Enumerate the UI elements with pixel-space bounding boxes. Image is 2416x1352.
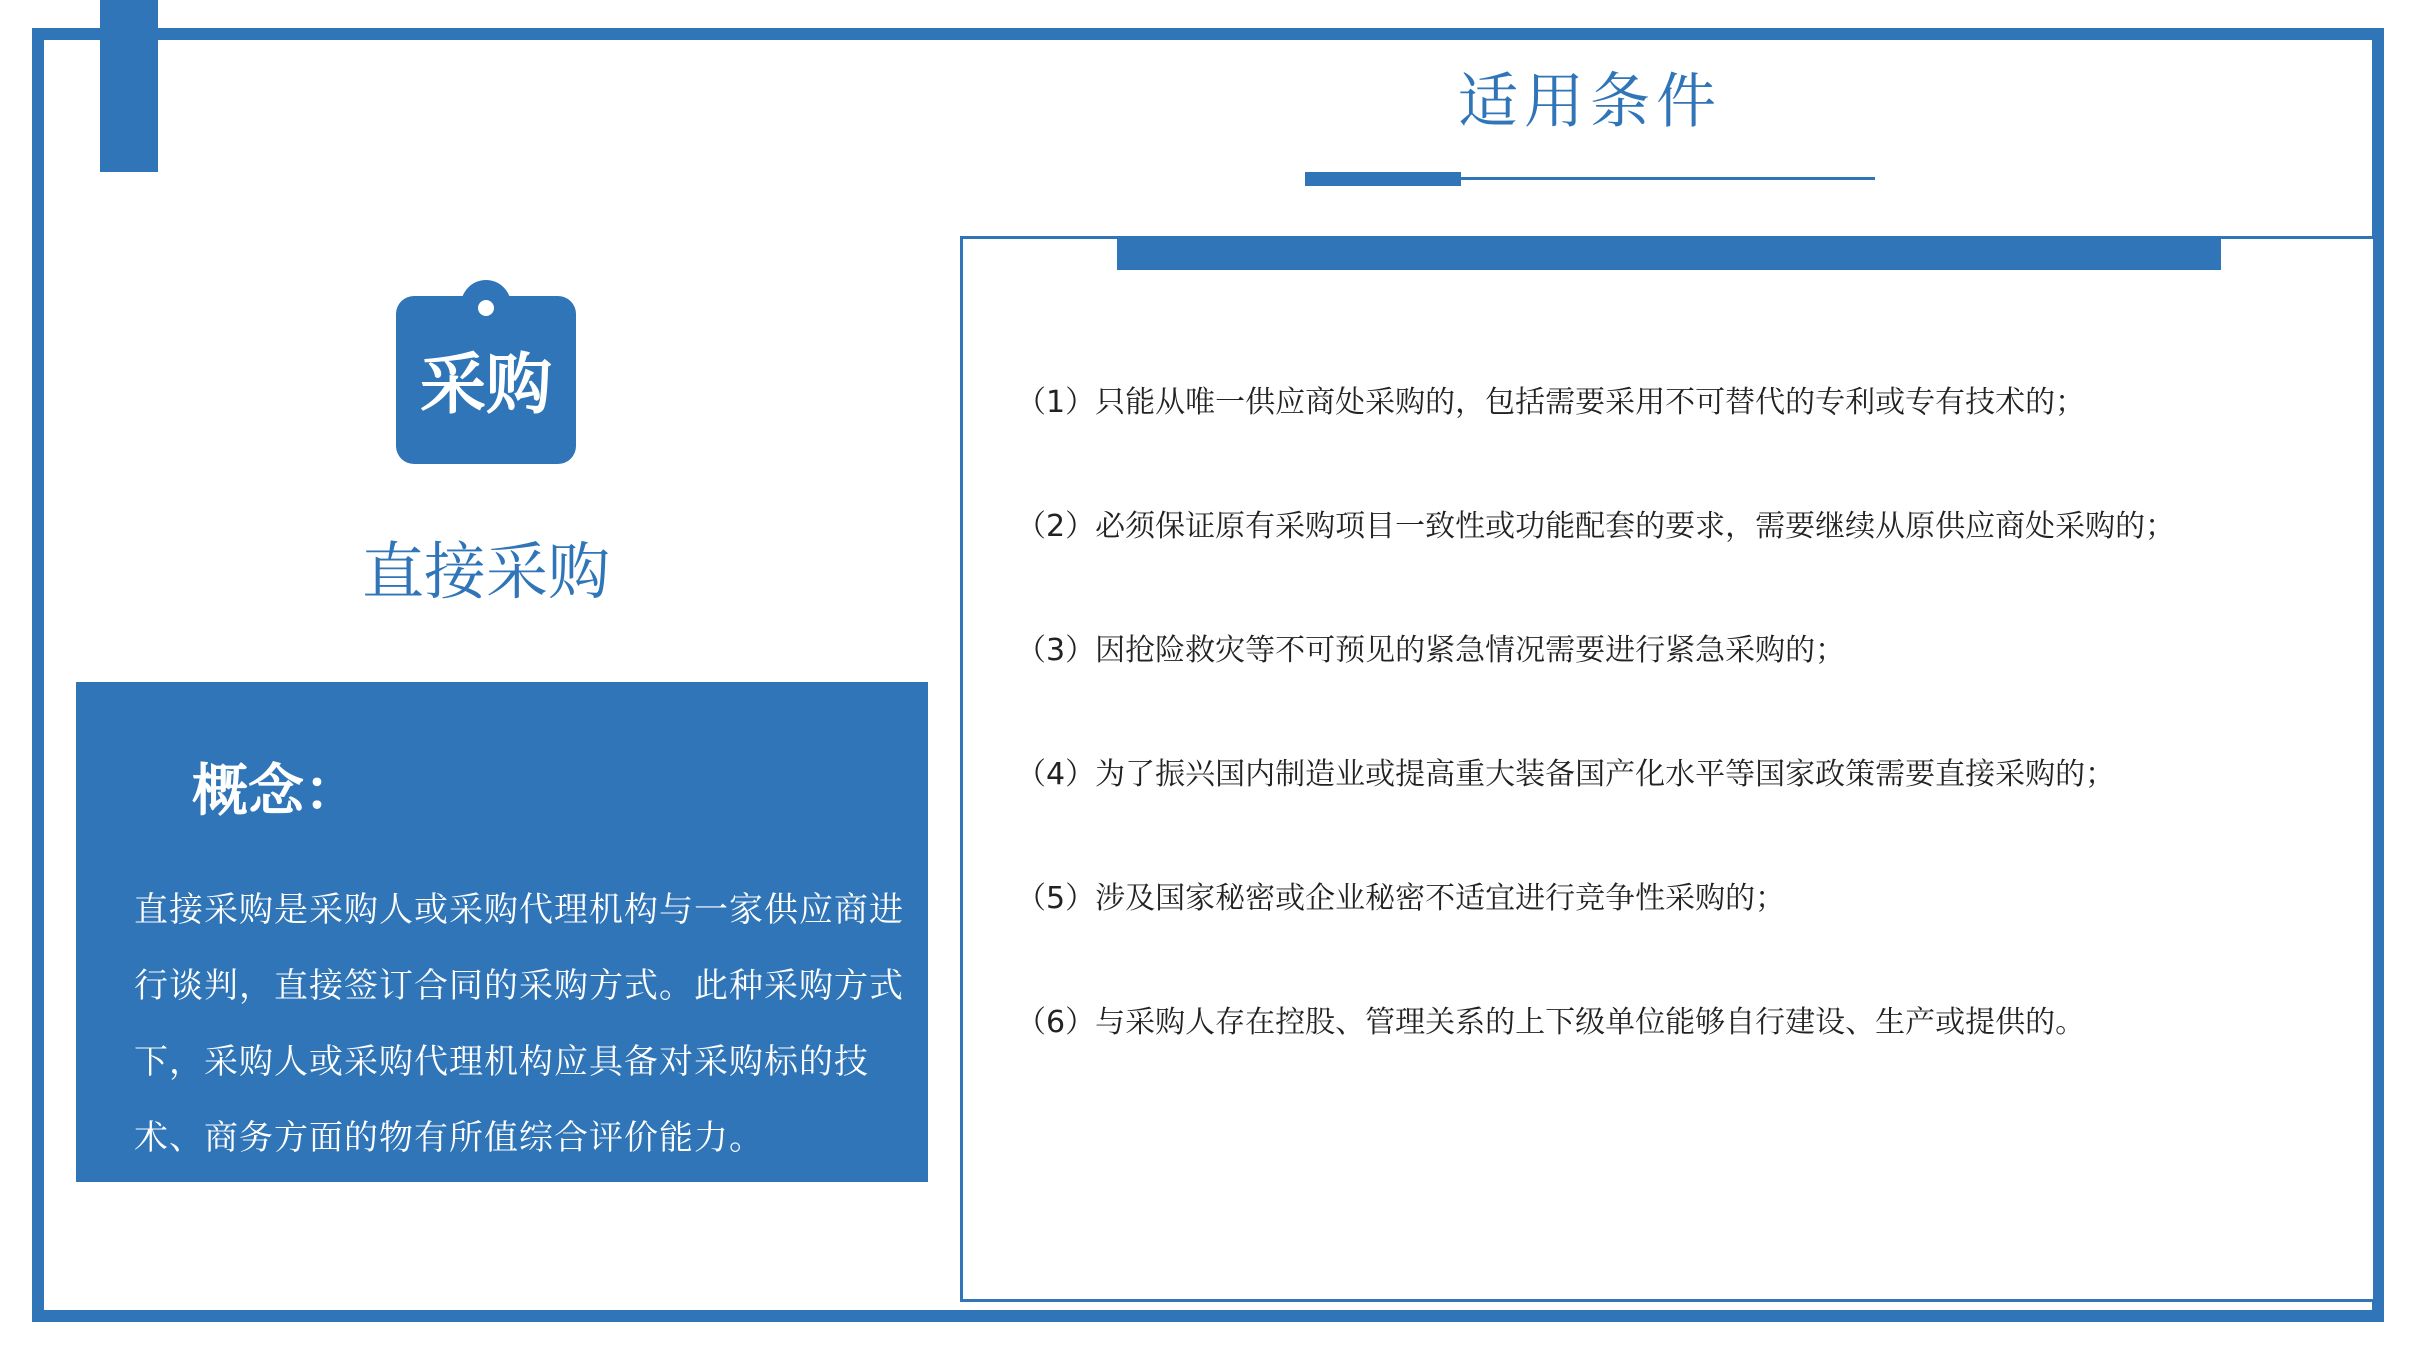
page-title: 适用条件 (1458, 67, 1722, 137)
subject-title: 直接采购 (361, 535, 610, 608)
concept-box (76, 682, 928, 1182)
condition-item: （4）为了振兴国内制造业或提高重大装备国产化水平等国家政策需要直接采购的； (1016, 757, 2116, 792)
condition-item: （6）与采购人存在控股、管理关系的上下级单位能够自行建设、生产或提供的。 (1016, 1005, 2086, 1040)
title-underline-thick (1305, 172, 1461, 186)
conditions-list (1016, 370, 2346, 1114)
condition-item: （5）涉及国家秘密或企业秘密不适宜进行竞争性采购的； (1016, 881, 1786, 916)
corner-accent-bar (100, 0, 158, 172)
title-underline-thin (1461, 177, 1875, 180)
concept-heading: 概念： (192, 759, 360, 824)
concept-body: 直接采购是采购人或采购代理机构与一家供应商进行谈判，直接签订合同的采购方式。此种采购方式下，采购人或采购代理机构应具备对采购标的技术、商务方面的物有所值综合评价能力。 (134, 890, 904, 1158)
badge-label: 采购 (420, 346, 552, 423)
condition-item: （2）必须保证原有采购项目一致性或功能配套的要求，需要继续从原供应商处采购的； (1016, 509, 2176, 544)
condition-item: （3）因抢险救灾等不可预见的紧急情况需要进行紧急采购的； (1016, 633, 1846, 668)
tag-icon-hole (478, 300, 494, 316)
condition-item: （1）只能从唯一供应商处采购的，包括需要采用不可替代的专利或专有技术的； (1016, 385, 2086, 420)
conditions-panel-bar (1117, 238, 2221, 270)
